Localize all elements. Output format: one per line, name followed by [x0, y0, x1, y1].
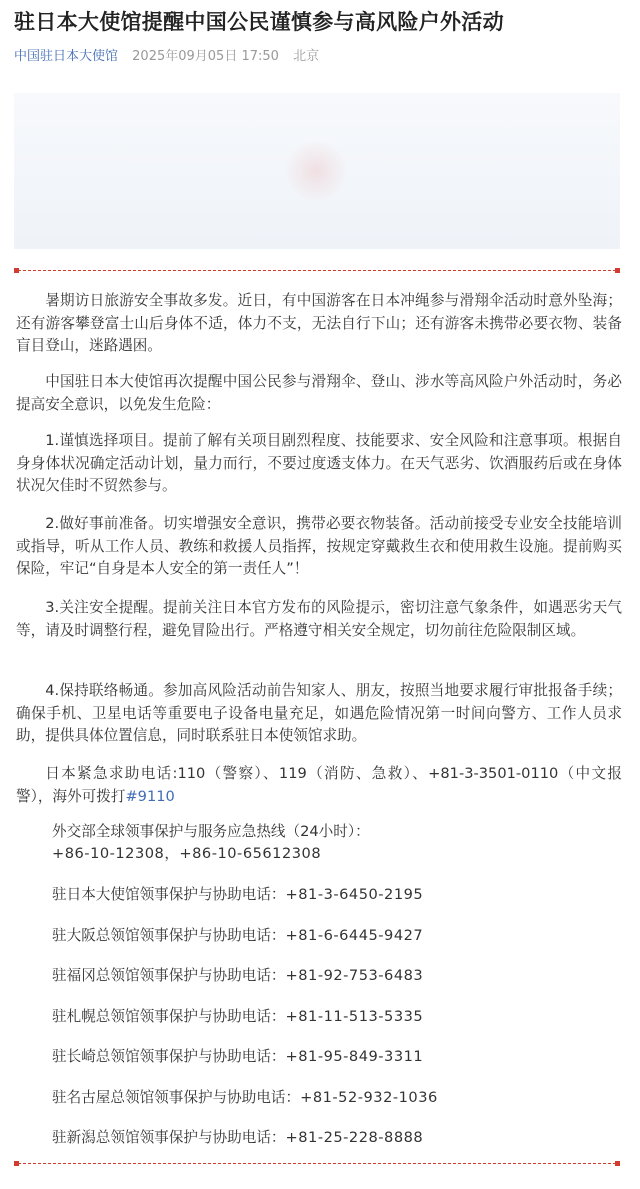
publish-location: 北京 [293, 49, 320, 64]
publish-time: 2025年09月05日 17:50 [132, 49, 279, 64]
contact-number: +81-6-6445-9427 [285, 927, 424, 944]
contact-label: 驻新潟总领馆领事保护与协助电话： [52, 1129, 286, 1146]
article-meta [14, 45, 319, 64]
paragraph-item-3: 3.关注安全提醒。提前关注日本官方发布的风险提示，密切注意气象条件，如遇恶劣天气等，请及时调整行程，避免冒险出行。严格遵守相关安全规定，切勿前往危险限制区域。 [16, 599, 622, 639]
contact-number: +81-11-513-5335 [285, 1008, 424, 1025]
contact-label: 驻名古屋总领馆领事保护与协助电话： [52, 1089, 301, 1106]
contact-number: +81-92-753-6483 [285, 967, 424, 984]
header-image [14, 93, 620, 249]
paragraph-item-1: 1.谨慎选择项目。提前了解有关项目剧烈程度、技能要求、安全风险和注意事项。根据自身身体状况确定活动计划，量力而行，不要过度透支体力。在天气恶劣、饮酒服药后或在身体状况欠佳时不贸然参与。 [16, 432, 622, 494]
contact-label: 驻日本大使馆领事保护与协助电话： [52, 886, 286, 903]
paragraph-emergency [16, 763, 622, 808]
contact-label: 驻札幌总领馆领事保护与协助电话： [52, 1008, 286, 1025]
global-hotline-label: 外交部全球领事保护与服务应急热线（24小时）： [52, 823, 370, 840]
paragraph-reminder: 中国驻日本大使馆再次提醒中国公民参与滑翔伞、登山、涉水等高风险户外活动时，务必提高安全意识，以免发生危险： [16, 373, 622, 413]
contact-line [52, 1087, 438, 1109]
contact-number: +81-25-228-8888 [285, 1129, 424, 1146]
global-hotline-numbers: +86-10-12308，+86-10-65612308 [52, 845, 322, 862]
bottom-divider [14, 1161, 620, 1167]
contact-line [52, 884, 423, 906]
paragraph-item-4: 4.保持联络畅通。参加高风险活动前告知家人、朋友，按照当地要求履行审批报备手续；确保手机、卫星电话等重要电子设备电量充足，如遇危险情况第一时间向警方、工作人员求助，提供具体位置信息，同时联系驻日本使领馆求助。 [16, 682, 622, 744]
contact-line [52, 1006, 423, 1028]
contact-label: 驻长崎总领馆领事保护与协助电话： [52, 1048, 286, 1065]
contact-line [52, 925, 423, 947]
top-divider [14, 268, 620, 274]
emergency-hotline-link[interactable]: #9110 [125, 787, 175, 805]
paragraph-item-2: 2.做好事前准备。切实增强安全意识，携带必要衣物装备。活动前接受专业安全技能培训或指导，听从工作人员、教练和救援人员指挥，按规定穿戴救生衣和使用救生设施。提前购买保险，牢记“自身是本人安全的第一责任人”！ [16, 515, 622, 577]
contact-line [52, 1127, 423, 1149]
article-title: 驻日本大使馆提醒中国公民谨慎参与高风险户外活动 [14, 10, 504, 34]
contact-label: 驻大阪总领馆领事保护与协助电话： [52, 927, 286, 944]
paragraph-intro: 暑期访日旅游安全事故多发。近日，有中国游客在日本冲绳参与滑翔伞活动时意外坠海；还有游客攀登富士山后身体不适，体力不支，无法自行下山；还有游客未携带必要衣物、装备盲目登山，迷路遇困。 [16, 292, 622, 354]
contact-number: +81-52-932-1036 [300, 1089, 438, 1106]
source-link[interactable]: 中国驻日本大使馆 [14, 49, 119, 64]
global-hotline [52, 821, 370, 865]
contact-line [52, 1046, 423, 1068]
emergency-text: 日本紧急求助电话:110（警察）、119（消防、急救）、+81-3-3501-0110（中文报警），海外可拨打 [16, 765, 622, 805]
contact-label: 驻福冈总领馆领事保护与协助电话： [52, 967, 286, 984]
contact-number: +81-3-6450-2195 [285, 886, 424, 903]
contact-number: +81-95-849-3311 [285, 1048, 424, 1065]
contact-line [52, 965, 423, 987]
